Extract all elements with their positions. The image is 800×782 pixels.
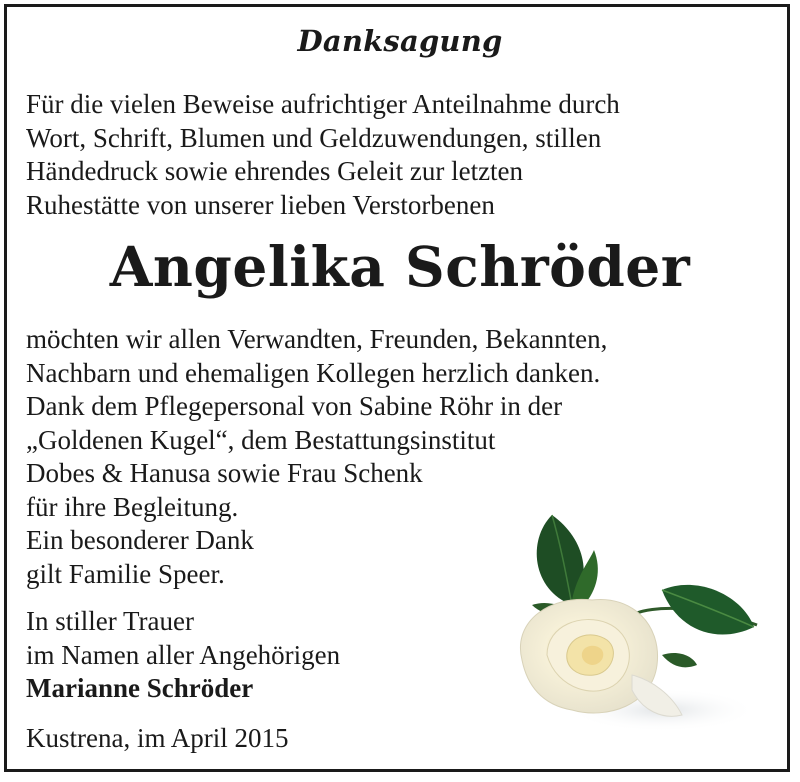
white-rose-icon (512, 505, 762, 745)
thanks-line: Nachbarn und ehemaligen Kollegen herzlich danken. (26, 357, 601, 388)
intro-line: Für die vielen Beweise aufrichtiger Anteilnahme durch (26, 89, 620, 119)
thanks-line: möchten wir allen Verwandten, Freunden, Bekannten, (26, 324, 608, 354)
thanks-line: gilt Familie Speer. (26, 558, 225, 589)
deceased-name: Angelika Schröder (109, 234, 691, 299)
thanks-line: Dank dem Pflegepersonal von Sabine Röhr in der (26, 391, 563, 421)
notice-heading: Danksagung (297, 24, 503, 58)
thanks-line: für ihre Begleitung. (26, 491, 239, 522)
intro-line: Ruhestätte von unserer lieben Verstorbenen (26, 189, 495, 220)
closing-text (26, 605, 340, 706)
closing-line: im Namen aller Angehörigen (26, 639, 341, 670)
signer-name: Marianne Schröder (26, 673, 254, 703)
place-date (26, 722, 288, 756)
intro-text (26, 88, 620, 222)
intro-line: Wort, Schrift, Blumen und Geldzuwendungen, stillen (26, 122, 602, 153)
intro-line: Händedruck sowie ehrendes Geleit zur letzten (26, 156, 524, 186)
thanks-line: „Goldenen Kugel“, dem Bestattungsinstitut (26, 424, 496, 455)
thanks-line: Dobes & Hanusa sowie Frau Schenk (26, 458, 423, 488)
place-date-line: Kustrena, im April 2015 (26, 723, 289, 753)
thanks-line: Ein besonderer Dank (26, 525, 254, 555)
closing-line: In stiller Trauer (26, 606, 194, 636)
